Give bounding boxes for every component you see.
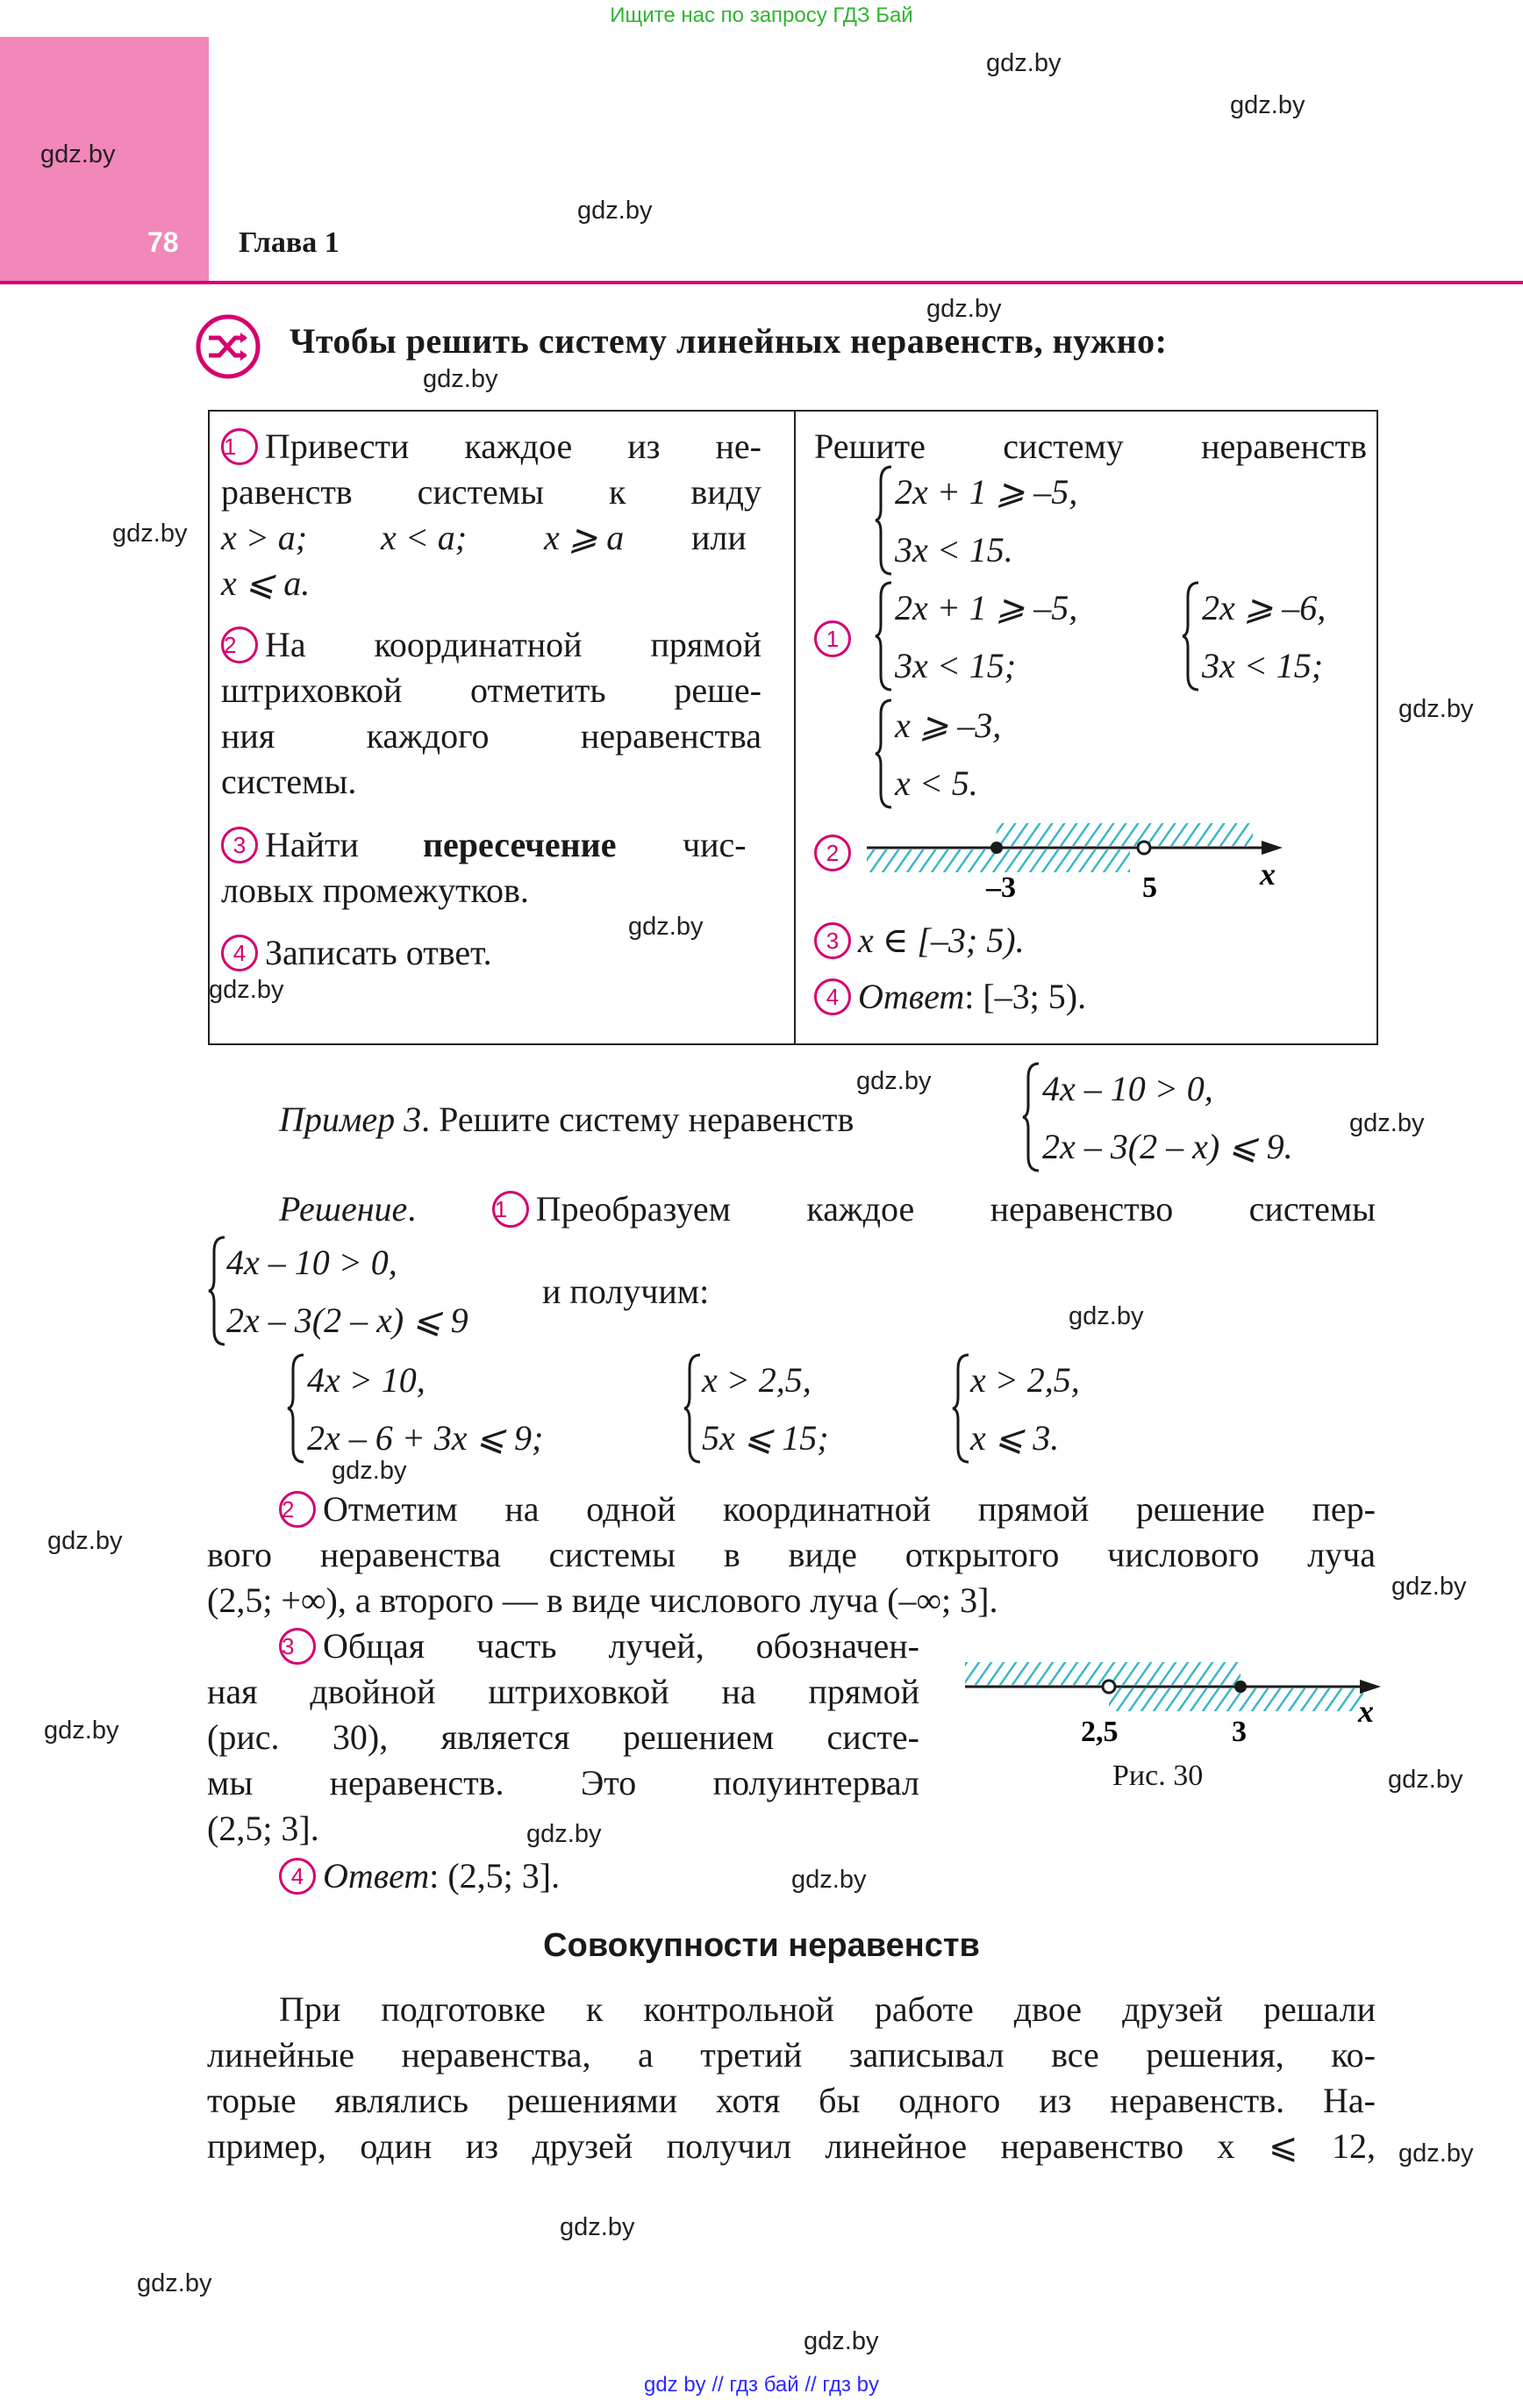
- solution-system-line: 4x > 10,: [307, 1360, 425, 1400]
- step-number: 3: [221, 827, 258, 864]
- algorithm-icon: [195, 313, 261, 380]
- solution-system-line: 2x – 6 + 3x ⩽ 9;: [307, 1418, 544, 1458]
- example3-system-line: 4x – 10 > 0,: [1042, 1069, 1213, 1108]
- axis-label: x: [1260, 856, 1276, 892]
- step2-para-line3: (2,5; +∞), а второго — в виде числового луча (–∞; 3].: [207, 1580, 998, 1620]
- step3-para-line4: мы неравенств. Это полуинтервал: [207, 1763, 919, 1802]
- example-step2-marker: 2: [814, 830, 858, 876]
- system-brace: [207, 1234, 228, 1357]
- paragraph-line1: При подготовке к контрольной работе двое друзей решали: [279, 1989, 1376, 2029]
- tick-label: 2,5: [1081, 1716, 1119, 1748]
- closed-point: [1234, 1681, 1247, 1693]
- hatch-lower: [1109, 1688, 1363, 1711]
- example-step1-marker: 1: [814, 616, 858, 662]
- paragraph-line2: линейные неравенства, а третий записывал все решения, ко-: [207, 2035, 1376, 2075]
- watermark: gdz.by: [526, 1820, 602, 1848]
- solution-system-line: 5x ⩽ 15;: [702, 1418, 829, 1458]
- hatch-upper: [997, 823, 1253, 846]
- example-system-line: 2x + 1 ⩾ –5,: [895, 472, 1078, 512]
- system-brace: [286, 1351, 307, 1474]
- page-number: 78: [147, 226, 179, 258]
- watermark: gdz.by: [137, 2269, 212, 2297]
- watermark: gdz.by: [804, 2327, 879, 2355]
- tick-label: 5: [1142, 871, 1157, 904]
- example-system-line: 3x < 15;: [1202, 646, 1324, 685]
- solution-system-line: 2x – 3(2 – x) ⩽ 9: [226, 1301, 468, 1340]
- figure-30-number-line: [962, 1650, 1391, 1755]
- watermark: gdz.by: [1230, 91, 1305, 119]
- step4-line1: 4 Записать ответ.: [221, 930, 492, 976]
- watermark: gdz.by: [1398, 2139, 1474, 2168]
- step1-form-c: x ⩾ a: [544, 518, 625, 557]
- step1-line2: равенств системы к виду: [221, 472, 762, 512]
- open-point: [1103, 1681, 1115, 1693]
- open-point: [1138, 842, 1150, 854]
- section-title: Совокупности неравенств: [543, 1927, 980, 1964]
- step-number: 4: [221, 935, 258, 971]
- solution-system-line: x > 2,5,: [970, 1360, 1080, 1400]
- system-brace: [683, 1351, 704, 1474]
- tick-label: –3: [986, 871, 1016, 904]
- watermark: gdz.by: [44, 1716, 119, 1745]
- step-number: 1: [221, 428, 258, 465]
- example-system-line: x < 5.: [895, 763, 978, 803]
- footer-links[interactable]: gdz by // гдз бай // гдз by: [643, 2373, 880, 2397]
- system-brace: [874, 463, 895, 586]
- step-number: 2: [221, 627, 258, 663]
- example-answer: 4 Ответ: [–3; 5).: [814, 974, 1086, 1020]
- paragraph-line3: торые являлись решениями хотя бы одного из неравенств. На-: [207, 2081, 1376, 2120]
- watermark: gdz.by: [1388, 1766, 1463, 1794]
- axis-arrow: [1262, 841, 1283, 855]
- watermark: gdz.by: [577, 197, 653, 225]
- watermark: gdz.by: [423, 365, 498, 393]
- paragraph-line4: пример, один из друзей получил линейное неравенство x ⩽ 12,: [207, 2126, 1376, 2166]
- step3-para-line2: ная двойной штриховкой на прямой: [207, 1672, 919, 1711]
- header-rule: [0, 281, 1523, 284]
- chapter-title: Глава 1: [239, 226, 340, 259]
- solution-system-line: 4x – 10 > 0,: [226, 1243, 397, 1282]
- step1-form-b: x < a;: [381, 518, 468, 557]
- step1-line1: 1 Привести каждое из не-: [221, 424, 762, 469]
- example3-answer: 4 Ответ: (2,5; 3].: [279, 1853, 560, 1899]
- system-brace: [1021, 1060, 1042, 1183]
- watermark: gdz.by: [47, 1527, 123, 1555]
- step2-para-line1: 2 Отметим на одной координатной прямой решение пер-: [279, 1487, 1376, 1532]
- step1-or: или: [691, 518, 747, 557]
- example-system-line: 3x < 15;: [895, 646, 1017, 685]
- step2-line4: системы.: [221, 762, 357, 801]
- step3-keyword: пересечение: [423, 825, 617, 864]
- step2-line2: штриховкой отметить реше-: [221, 670, 762, 710]
- axis-label: x: [1358, 1694, 1374, 1729]
- example-system-line: 2x + 1 ⩾ –5,: [895, 588, 1078, 627]
- example3-system-line: 2x – 3(2 – x) ⩽ 9.: [1042, 1127, 1293, 1166]
- system-brace: [874, 579, 895, 702]
- figure-caption: Рис. 30: [1112, 1759, 1204, 1792]
- example-system-line: 3x < 15.: [895, 530, 1013, 570]
- example-system-line: x ⩾ –3,: [895, 706, 1002, 745]
- step3-para-line5: (2,5; 3].: [207, 1809, 319, 1848]
- step2-line1: 2 На координатной прямой: [221, 622, 762, 668]
- step3-line2: ловых промежутков.: [221, 871, 529, 910]
- example-title: Решите систему неравенств: [814, 426, 1367, 466]
- hatch-upper: [965, 1662, 1241, 1685]
- watermark: gdz.by: [40, 140, 116, 168]
- step1-form-a: x > a;: [221, 518, 308, 557]
- step3-para-line3: (рис. 30), является решением систе-: [207, 1717, 919, 1757]
- tick-label: 3: [1232, 1716, 1247, 1748]
- watermark: gdz.by: [1398, 695, 1474, 723]
- watermark: gdz.by: [332, 1457, 407, 1485]
- rule-heading: Чтобы решить систему линейных неравенств, нужно:: [290, 321, 1168, 361]
- system-brace: [1181, 579, 1202, 702]
- watermark: gdz.by: [112, 520, 188, 548]
- step3-hyph: чис-: [683, 825, 747, 864]
- solution-line1: Решение. 1 Преобразуем каждое неравенство системы: [279, 1189, 1376, 1229]
- example3-task: Пример 3. Решите систему неравенств: [279, 1100, 854, 1139]
- watermark: gdz.by: [856, 1067, 932, 1095]
- watermark: gdz.by: [986, 49, 1062, 77]
- solution-get: и получим:: [542, 1272, 710, 1311]
- watermark: gdz.by: [628, 913, 704, 941]
- step2-line3: ния каждого неравенства: [221, 716, 762, 756]
- system-brace: [874, 697, 895, 820]
- rule-box-divider: [794, 412, 796, 1043]
- watermark: gdz.by: [1069, 1302, 1144, 1330]
- number-line-example: [865, 807, 1286, 913]
- watermark: gdz.by: [1349, 1109, 1425, 1137]
- step1-form-d: x ⩽ a.: [221, 563, 311, 603]
- watermark: gdz.by: [209, 976, 284, 1004]
- watermark: gdz.by: [1391, 1573, 1467, 1601]
- solution-system-line: x ⩽ 3.: [970, 1418, 1060, 1458]
- top-banner: Ищите нас по запросу ГДЗ Бай: [610, 4, 913, 27]
- axis-arrow: [1360, 1680, 1381, 1694]
- example-step3: 3 x ∈ [–3; 5).: [814, 918, 1025, 964]
- watermark: gdz.by: [926, 295, 1002, 323]
- watermark: gdz.by: [791, 1866, 867, 1894]
- closed-point: [990, 842, 1003, 854]
- step2-para-line2: вого неравенства системы в виде открытого числового луча: [207, 1535, 1376, 1574]
- watermark: gdz.by: [560, 2213, 635, 2241]
- system-brace: [951, 1351, 972, 1474]
- example-system-line: 2x ⩾ –6,: [1202, 588, 1326, 627]
- step3-line1: 3 Найти: [221, 822, 359, 868]
- solution-system-line: x > 2,5,: [702, 1360, 812, 1400]
- step3-para-line1: 3 Общая часть лучей, обозначен-: [279, 1623, 919, 1669]
